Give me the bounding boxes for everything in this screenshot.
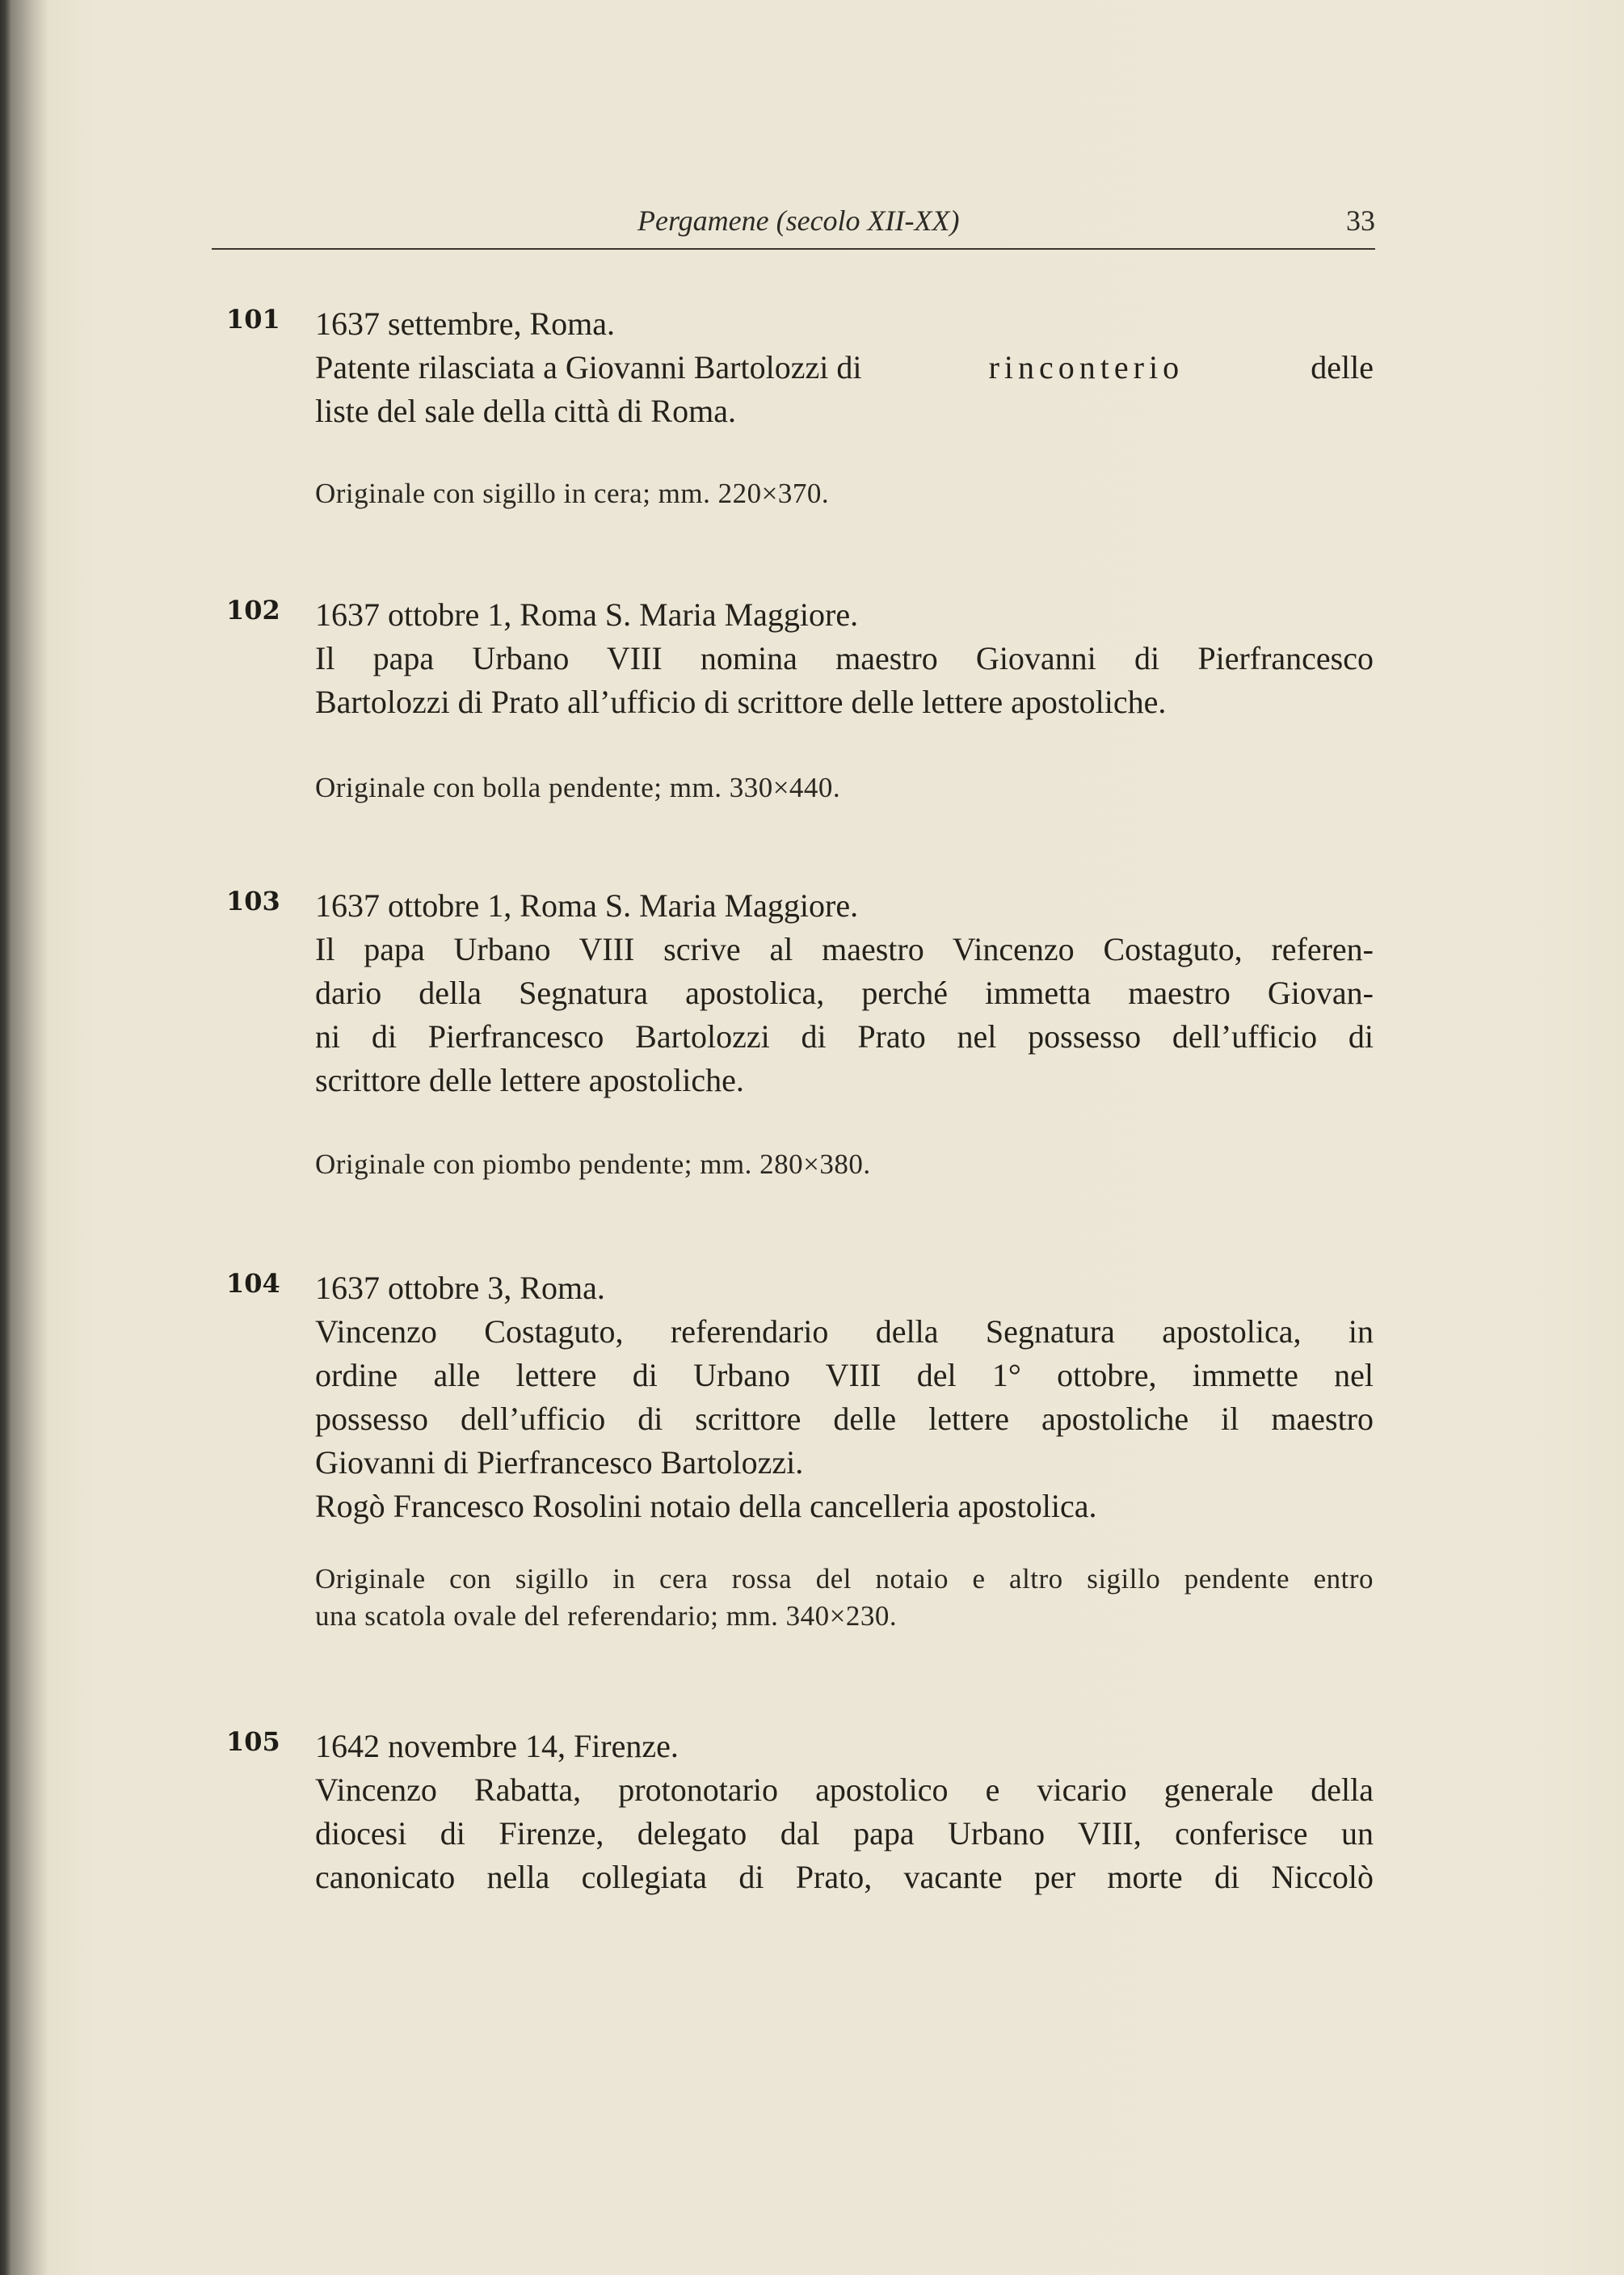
entry-text-line: Rogò Francesco Rosolini notaio della cancelleria apostolica. [315,1488,1097,1524]
entry-text-line: Vincenzo Costaguto, referendario della Segnatura apostolica, in [315,1313,1374,1350]
entry-number: 103 [226,886,280,916]
entry-text-line: Il papa Urbano VIII scrive al maestro Vincenzo Costaguto, referen- [315,931,1374,967]
entry-date: 1637 ottobre 1, Roma S. Maria Maggiore. [315,596,859,633]
entry-note: una scatola ovale del referendario; mm. 340×230. [315,1600,898,1632]
entry-number: 105 [226,1726,280,1757]
entry-text-line: dario della Segnatura apostolica, perché immetta maestro Giovan- [315,975,1374,1011]
entry-number: 102 [226,595,280,626]
entry-body [315,1725,1374,1899]
entry-text-line: canonicato nella collegiata di Prato, vacante per morte di Niccolò [315,1859,1374,1895]
entry-text-segment: Patente rilasciata a Giovanni Bartolozzi di [315,349,862,385]
entry-text-line: Il papa Urbano VIII nomina maestro Giovanni di Pierfrancesco [315,640,1374,676]
entry-body [315,1266,1374,1635]
page-number: 33 [1346,204,1375,237]
entry-number: 101 [226,304,280,335]
entry-note: Originale con sigillo in cera; mm. 220×370. [315,478,830,509]
book-spine-shadow [0,0,48,2275]
header-rule [212,248,1375,250]
entry-number: 104 [226,1268,280,1299]
entry-date: 1637 settembre, Roma. [315,305,616,342]
entry-date: 1637 ottobre 3, Roma. [315,1270,605,1306]
running-head [212,204,1375,246]
entry-body [315,593,1374,807]
entry-text-line: Vincenzo Rabatta, protonotario apostolico e vicario generale della [315,1772,1374,1808]
entry-text-line [315,346,1374,390]
entry-note: Originale con piombo pendente; mm. 280×380. [315,1148,871,1180]
entry-text-spaced-term: rinconterio [988,349,1184,385]
entry-text-line: ordine alle lettere di Urbano VIII del 1° ottobre, immette nel [315,1357,1374,1393]
entry-note: Originale con bolla pendente; mm. 330×440. [315,772,841,803]
running-head-title: Pergamene (secolo XII-XX) [637,204,960,237]
entry-date: 1642 novembre 14, Firenze. [315,1728,679,1764]
entry-text-segment: delle [1311,349,1374,385]
entry-text-line: liste del sale della città di Roma. [315,393,736,429]
entry-date: 1637 ottobre 1, Roma S. Maria Maggiore. [315,887,859,924]
entry-note: Originale con sigillo in cera rossa del notaio e altro sigillo pendente entro [315,1563,1374,1595]
entry-text-line: diocesi di Firenze, delegato dal papa Urbano VIII, conferisce un [315,1815,1374,1852]
entry-text-line: possesso dell’ufficio di scrittore delle lettere apostoliche il maestro [315,1401,1374,1437]
entry-body [315,302,1374,512]
entry-text-line: ni di Pierfrancesco Bartolozzi di Prato nel possesso dell’ufficio di [315,1018,1374,1055]
entry-text-line: Bartolozzi di Prato all’ufficio di scrittore delle lettere apostoliche. [315,684,1167,720]
entry-text-line: scrittore delle lettere apostoliche. [315,1062,744,1098]
entry-text-line: Giovanni di Pierfrancesco Bartolozzi. [315,1444,804,1481]
entry-body [315,884,1374,1183]
